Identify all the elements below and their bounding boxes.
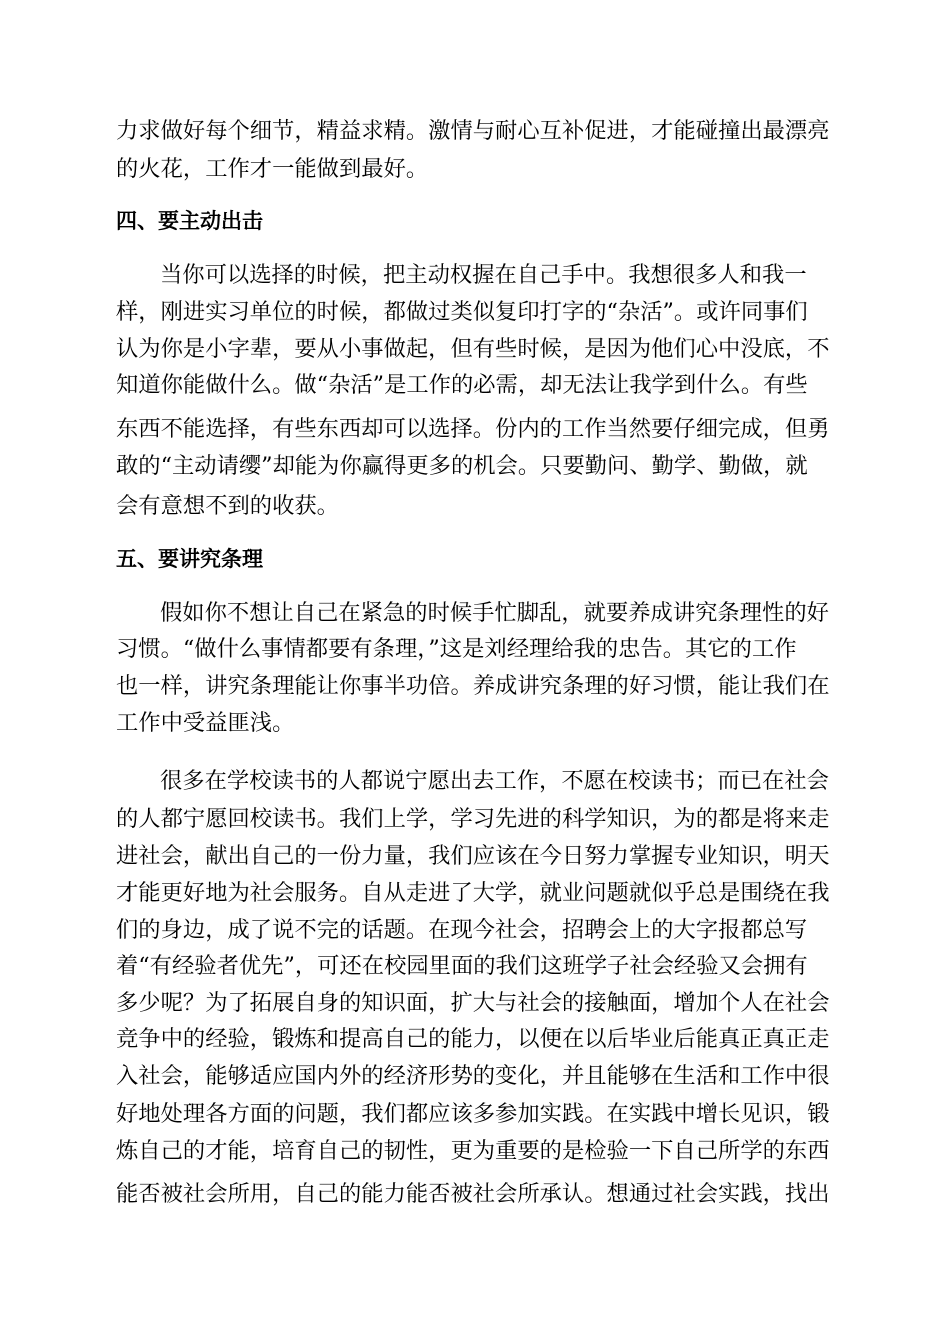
text-line: 着“有经验者优先”，可还在校园里面的我们这班学子社会经验又会拥有	[116, 953, 808, 979]
text-line: 入社会，能够适应国内外的经济形势的变化，并且能够在生活和工作中很	[116, 1063, 830, 1089]
text-line: 炼自己的才能，培育自己的韧性，更为重要的是检验一下自己所学的东西	[116, 1138, 830, 1164]
text-line: 竞争中的经验，锻炼和提高自己的能力，以便在以后毕业后能真正真正走	[116, 1026, 830, 1052]
text-line: 的火花，工作才一能做到最好。	[116, 156, 429, 182]
text-line: 工作中受益匪浅。	[116, 710, 295, 736]
text-line: 力求做好每个细节，精益求精。激情与耐心互补促进，才能碰撞出最漂亮	[116, 118, 830, 144]
section-heading: 五、要讲究条理	[116, 547, 263, 571]
text-line: 进社会，献出自己的一份力量，我们应该在今日努力掌握专业知识，明天	[116, 843, 830, 869]
text-line: 多少呢？为了拓展自身的知识面，扩大与社会的接触面，增加个人在社会	[116, 990, 830, 1016]
text-line: 当你可以选择的时候，把主动权握在自己手中。我想很多人和我一	[160, 262, 807, 288]
text-line: 样，刚进实习单位的时候，都做过类似复印打字的“杂活”。或许同事们	[116, 299, 808, 325]
text-line: 能否被社会所用，自己的能力能否被社会所承认。想通过社会实践，找出	[116, 1181, 830, 1207]
text-line: 好地处理各方面的问题，我们都应该多参加实践。在实践中增长见识，锻	[116, 1101, 830, 1127]
text-line: 很多在学校读书的人都说宁愿出去工作，不愿在校读书；而已在社会	[160, 768, 829, 794]
text-line: 东西不能选择，有些东西却可以选择。份内的工作当然要仔细完成，但勇	[116, 416, 830, 442]
text-line: 也一样，讲究条理能让你事半功倍。养成讲究条理的好习惯，能让我们在	[116, 673, 830, 699]
text-line: 们的身边，成了说不完的话题。在现今社会，招聘会上的大字报都总写	[116, 917, 808, 943]
text-line: 才能更好地为社会服务。自从走进了大学，就业问题就似乎总是围绕在我	[116, 880, 830, 906]
section-heading: 四、要主动出击	[116, 209, 263, 233]
text-line: 的人都宁愿回校读书。我们上学，学习先进的科学知识，为的都是将来走	[116, 806, 830, 832]
text-line: 认为你是小字辈，要从小事做起，但有些时候，是因为他们心中没底，不	[116, 336, 830, 362]
text-line: 习惯。“做什么事情都要有条理，”这是刘经理给我的忠告。其它的工作	[116, 636, 797, 662]
text-line: 知道你能做什么。做“杂活”是工作的必需，却无法让我学到什么。有些	[116, 372, 808, 398]
text-line: 假如你不想让自己在紧急的时候手忙脚乱，就要养成讲究条理性的好	[160, 600, 829, 626]
text-line: 敢的“主动请缨”却能为你赢得更多的机会。只要勤问、勤学、勤做，就	[116, 453, 808, 479]
text-line: 会有意想不到的收获。	[116, 493, 339, 519]
